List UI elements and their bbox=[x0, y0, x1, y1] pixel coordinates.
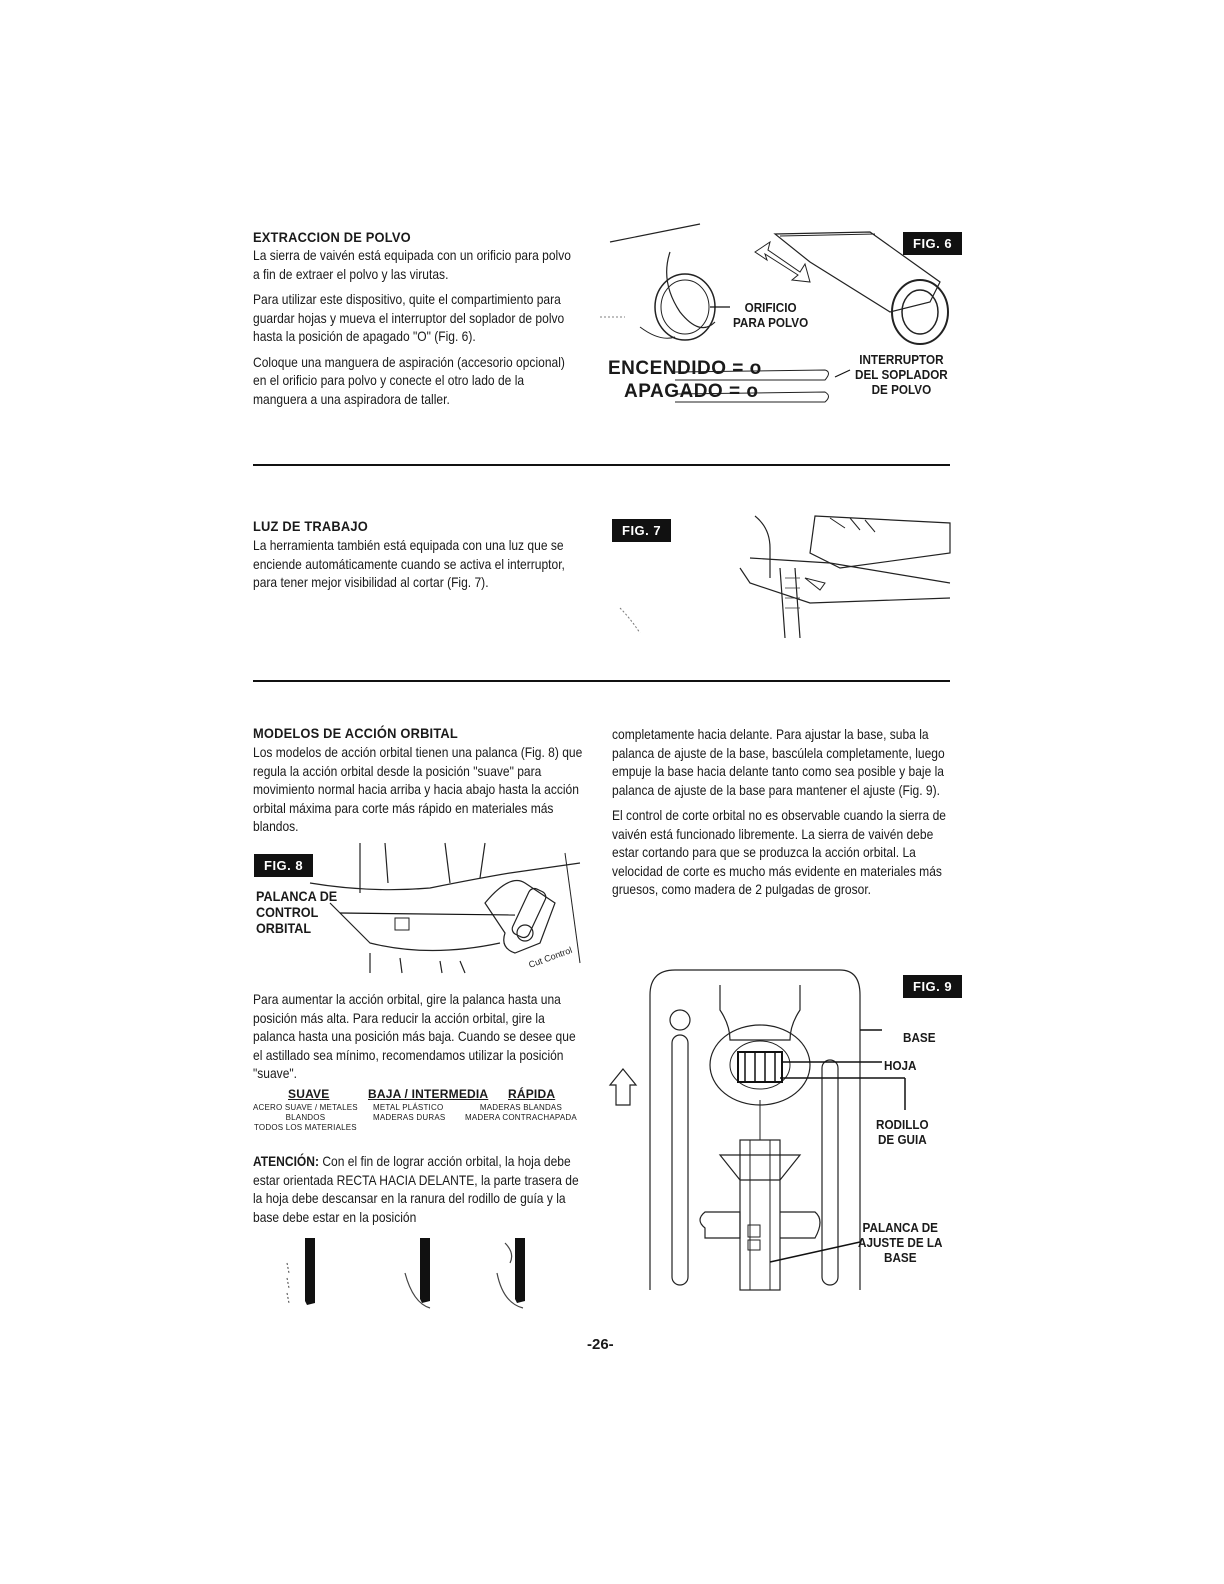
up-arrow-icon bbox=[608, 1067, 638, 1107]
table-header-suave: SUAVE bbox=[288, 1087, 330, 1101]
section-heading-dust-extraction: EXTRACCION DE POLVO bbox=[253, 229, 411, 245]
table-col-rapida: MADERAS BLANDAS MADERA CONTRACHAPADA bbox=[465, 1103, 577, 1122]
fig9-label-guide-roller: RODILLO DE GUIA bbox=[876, 1117, 929, 1147]
fig6-badge: FIG. 6 bbox=[903, 232, 962, 255]
table-col-suave: ACERO SUAVE / METALES BLANDOS TODOS LOS MATERIALES bbox=[253, 1103, 358, 1132]
section-divider bbox=[253, 680, 950, 682]
fig6-off-text: APAGADO bbox=[624, 381, 724, 402]
orbital-right-paragraph-1: completamente hacia delante. Para ajustar la base, suba la palanca de ajuste de la base, bascúlela completamente, luego empuje la base hacia delante tanto como sea posible y baje la palanca de ajuste de la base para mantener el ajuste (Fig. 9). bbox=[612, 726, 945, 798]
orbital-settings-table bbox=[253, 1089, 593, 1135]
dust-paragraph-2: Para utilizar este dispositivo, quite el compartimiento para guardar hojas y mueva el interruptor del soplador de polvo hasta la posición de apagado "O" (Fig. 6). bbox=[253, 291, 565, 344]
fig6-on-text: ENCENDIDO bbox=[608, 358, 727, 379]
fig8-label-orbital-lever bbox=[256, 888, 337, 936]
fig6-label-dust-port: ORIFICIO PARA POLVO bbox=[733, 300, 809, 330]
attention-label: ATENCIÓN: bbox=[253, 1153, 319, 1169]
fig8-badge: FIG. 8 bbox=[254, 854, 313, 877]
fig7-badge: FIG. 7 bbox=[612, 519, 671, 542]
work-light-text: La herramienta también está equipada con una luz que se enciende automáticamente cuando se activa el interruptor, para tener mejor visibilidad al cortar (Fig. 7). bbox=[253, 537, 565, 590]
fig9-badge: FIG. 9 bbox=[903, 975, 962, 998]
section-heading-orbital-models: MODELOS DE ACCIÓN ORBITAL bbox=[253, 725, 458, 741]
fig6-label-on: ENCENDIDO = o bbox=[608, 358, 762, 379]
fig8-label-text: PALANCA DE CONTROL ORBITAL bbox=[256, 888, 338, 936]
table-header-baja: BAJA / INTERMEDIA bbox=[368, 1087, 489, 1101]
table-col-baja: METAL PLÁSTICO MADERAS DURAS bbox=[373, 1103, 446, 1122]
section-heading-work-light: LUZ DE TRABAJO bbox=[253, 518, 368, 534]
fig9-illustration bbox=[650, 970, 890, 1290]
dust-extraction-text bbox=[253, 246, 571, 415]
fig9-label-base: BASE bbox=[903, 1030, 936, 1045]
orbital-adjust-text: Para aumentar la acción orbital, gire la palanca hasta una posición más alta. Para reducir la acción orbital, gire la palanca hasta una posición más baja. Cuando se desee que el astillado sea mínimo, recomendamos utilizar la posición "suave". bbox=[253, 991, 576, 1081]
section-divider bbox=[253, 464, 950, 466]
svg-text:Cut Control: Cut Control bbox=[527, 944, 574, 970]
attention-body: Con el fin de lograr acción orbital, la hoja debe estar orientada RECTA HACIA DELANTE, la parte trasera de la hoja debe descansar en la ranura del rodillo de guía y la base debe estar en la posición bbox=[253, 1153, 579, 1225]
fig6-label-blower-switch: INTERRUPTOR DEL SOPLADOR DE POLVO bbox=[855, 352, 948, 397]
page-number: -26- bbox=[587, 1336, 614, 1353]
blade-orientation-illustration bbox=[285, 1233, 545, 1313]
orbital-intro-text: Los modelos de acción orbital tienen una palanca (Fig. 8) que regula la acción orbital desde la posición "suave" para movimiento normal hacia arriba y hacia abajo hasta la acción orbital máxima para corte más rápido en materiales más blandos. bbox=[253, 744, 583, 834]
fig9-label-base-lever: PALANCA DE AJUSTE DE LA BASE bbox=[858, 1220, 943, 1265]
attention-text bbox=[253, 1152, 584, 1226]
dust-paragraph-3: Coloque una manguera de aspiración (accesorio opcional) en el orificio para polvo y conecte el otro lado de la manguera a una aspiradora de taller. bbox=[253, 353, 565, 407]
fig7-illustration bbox=[710, 508, 950, 648]
fig9-label-blade: HOJA bbox=[884, 1058, 917, 1073]
orbital-right-text bbox=[612, 725, 947, 906]
fig8-illustration bbox=[310, 843, 590, 978]
orbital-right-paragraph-2: El control de corte orbital no es observable cuando la sierra de vaivén está funcionado libremente. La sierra de vaivén debe estar cortando para que se produzca la acción orbital. La velocidad de corte es mucho más evidente en materiales más gruesos, como madera de 2 pulgadas de grosor. bbox=[612, 807, 946, 897]
table-header-rapida: RÁPIDA bbox=[508, 1087, 556, 1101]
fig6-label-off: APAGADO = o bbox=[624, 381, 759, 402]
dust-paragraph-1: La sierra de vaivén está equipada con un orificio para polvo a fin de extraer el polvo y las virutas. bbox=[253, 247, 571, 282]
